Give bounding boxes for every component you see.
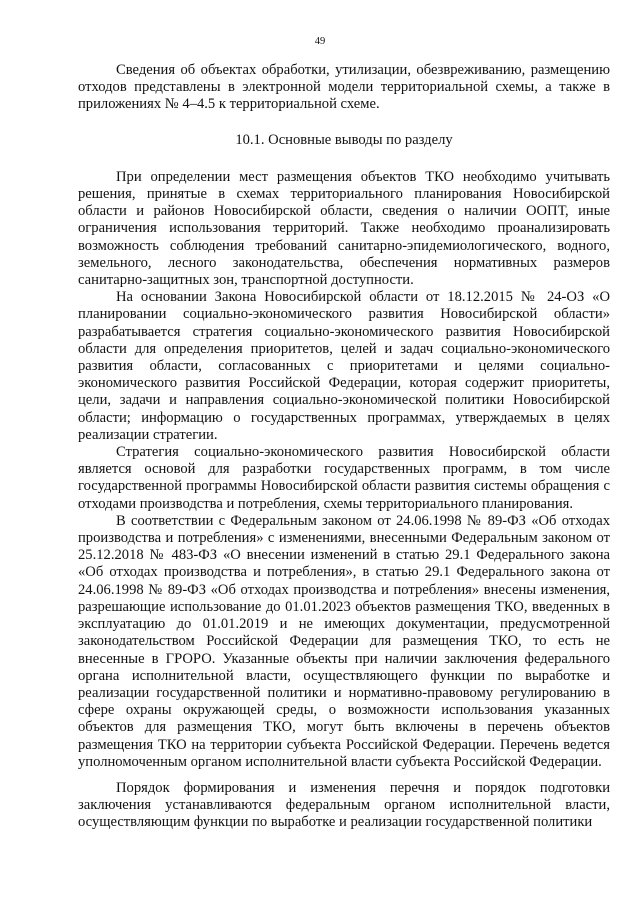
paragraph-strategy-basis: Стратегия социально-экономического развития Новосибирской области является основой для разработки государственных программ, в том числе государственной программы Новосибирской области развития системы обращения с отходами производства и потребления, схемы территориального планирования. [78,444,610,512]
paragraph-procedure: Порядок формирования и изменения перечня и порядок подготовки заключения устанавливаются федеральным органом исполнительной власти, осуществляющим функции по выработке и реализации государственной политики [78,779,610,831]
intro-paragraph: Сведения об объектах обработки, утилизации, обезвреживанию, размещению отходов представлены в электронной модели территориальной схемы, а также в приложениях № 4–4.5 к территориальной схеме. [78,62,610,113]
paragraph-federal-law: В соответствии с Федеральным законом от 24.06.1998 № 89-ФЗ «Об отходах производства и потребления» с изменениями, внесенными Федеральным законом от 25.12.2018 № 483-ФЗ «О внесении изменений в статью 29.1 Федерального закона «Об отходах производства и потребления», в статью 29.1 Федерального закона от 24.06.1998 № 89-ФЗ «Об отходах производства и потребления» внесены изменения, разрешающие использование до 01.01.2023 объектов размещения ТКО, введенных в эксплуатацию до 01.01.2019 и не имеющих документации, предусмотренной законодательством Российской Федерации для размещения ТКО, то есть не внесенные в ГРОРО. Указанные объекты при наличии заключения федерального органа исполнительной власти, осуществляющего функции по выработке и реализации государственной политики и нормативно-правовому регулированию в сфере охраны окружающей среды, о возможности использования указанных объектов для размещения ТКО, могут быть включены в перечень объектов размещения ТКО на территории субъекта Российской Федерации. Перечень ведется уполномоченным органом исполнительной власти субъекта Российской Федерации. [78,512,610,770]
document-body [78,62,610,832]
page-number: 49 [314,36,326,47]
paragraph-placement-considerations: При определении мест размещения объектов ТКО необходимо учитывать решения, принятые в схемах территориального планирования Новосибирской области и районов Новосибирской области, сведения о наличии ООПТ, иные ограничения использования территорий. Также необходимо проанализировать возможность соблюдения требований санитарно-эпидемиологического, водного, земельного, лесного законодательства, обеспечения нормативных размеров санитарно-защитных зон, транспортной доступности. [78,168,610,289]
paragraph-strategy-law: На основании Закона Новосибирской области от 18.12.2015 № 24-ОЗ «О планировании социально-экономического развития Новосибирской области» разрабатывается стратегия социально-экономического развития Новосибирской области для определения приоритетов, целей и задач социально-экономического развития области, согласованных с приоритетами и целями социально-экономического развития Российской Федерации, которая содержит приоритеты, цели, задачи и направления социально-экономической политики Новосибирской области; информацию о государственных программах, утверждаемых в целях реализации стратегии. [78,289,610,443]
section-heading: 10.1. Основные выводы по разделу [235,131,453,148]
